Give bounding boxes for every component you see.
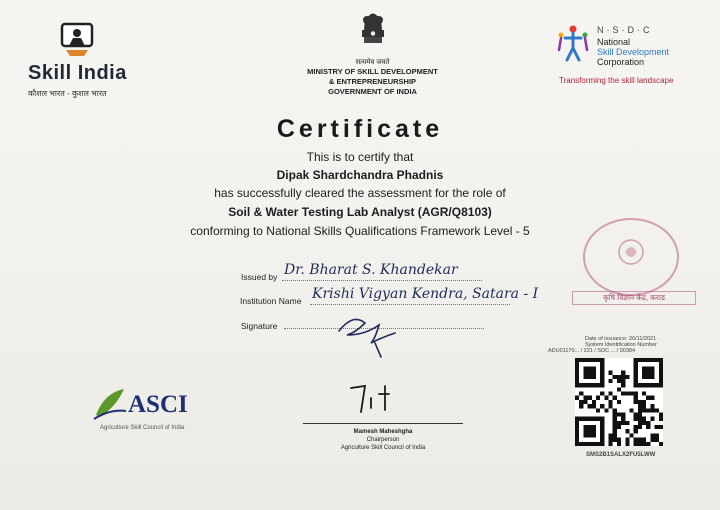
certify-line: This is to certify that	[306, 150, 414, 164]
ministry-header	[300, 12, 445, 97]
chairperson-signature-icon	[345, 378, 405, 418]
chairperson-block	[280, 428, 486, 452]
nsdc-logo	[555, 22, 690, 92]
skill-india-wordmark: Skill India	[28, 62, 127, 84]
nsdc-figures-icon	[555, 22, 591, 66]
certificate-title: Certificate	[276, 115, 444, 143]
stamp-emblem-icon	[613, 234, 649, 278]
issue-date: Date of issuance: 26/11/2021	[585, 336, 657, 342]
signature-label: Signature	[241, 321, 278, 331]
nsdc-name-line-2: Skill Development	[597, 47, 670, 57]
assessor-signature-icon	[335, 305, 405, 360]
job-role: Soil & Water Testing Lab Analyst (AGR/Q8103)	[228, 205, 492, 219]
assessment-line: has successfully cleared the assessment for the role of	[214, 186, 506, 200]
chairperson-org: Agriculture Skill Council of India	[340, 445, 426, 451]
skill-india-tagline: कौशल भारत - कुशल भारत	[28, 89, 107, 98]
institution-label: Institution Name	[240, 296, 302, 306]
skill-india-logo	[22, 22, 132, 102]
ashoka-emblem-icon	[355, 12, 391, 56]
issued-by-line	[282, 280, 482, 281]
system-id-value: ADU01170... / 221 / SDC ... / 00384	[548, 348, 636, 354]
issued-by-label: Issued by	[241, 272, 278, 282]
chairperson-title: Chairperson	[366, 437, 400, 443]
ministry-line-3: GOVERNMENT OF INDIA	[328, 87, 417, 96]
nsdc-abbr: N·S·D·C	[597, 25, 653, 35]
issued-by-value: Dr. Bharat S. Khandekar	[284, 262, 458, 278]
nsdc-name-line-3: Corporation	[597, 57, 645, 67]
qr-code-icon	[575, 358, 663, 446]
skill-india-emblem-icon	[60, 22, 94, 60]
certificate-code: SMS2B1SALX2FU5LWW	[586, 452, 656, 458]
asci-logo	[90, 385, 225, 440]
asci-leaf-icon	[90, 385, 130, 425]
nsdc-tagline: Transforming the skill landscape	[559, 76, 674, 85]
nsqf-line: conforming to National Skills Qualifications Framework Level - 5	[190, 224, 530, 238]
ministry-line-2: & ENTREPRENEURSHIP	[328, 77, 417, 86]
ministry-line-1: MINISTRY OF SKILL DEVELOPMENT	[307, 67, 438, 76]
asci-fullname: Agriculture Skill Council of India	[100, 425, 185, 431]
national-motto: सत्यमेव जयते	[355, 59, 390, 66]
candidate-name: Dipak Shardchandra Phadnis	[276, 168, 444, 182]
institution-value: Krishi Vigyan Kendra, Satara - I	[312, 286, 539, 302]
stamp-caption: कृषि विज्ञान केंद्र, कराड	[572, 291, 696, 305]
institution-stamp	[583, 218, 679, 296]
system-id-label: System Identification Number	[585, 342, 657, 348]
chairperson-name: Mamesh Maheshgha	[353, 429, 413, 435]
chairperson-line	[303, 423, 463, 424]
nsdc-name-line-1: National	[597, 37, 631, 47]
asci-wordmark: ASCI	[128, 391, 188, 418]
